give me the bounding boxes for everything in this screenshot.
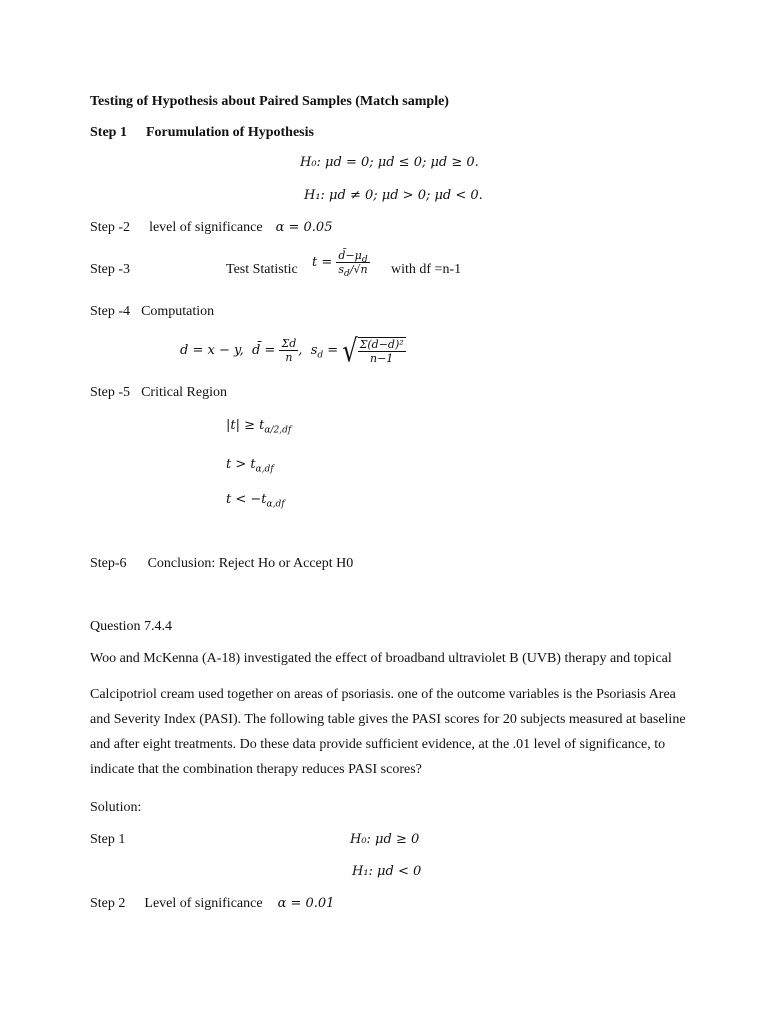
- step2-text: level of significance: [149, 220, 263, 235]
- step4-text: Computation: [141, 304, 215, 319]
- step1-text: Forumulation of Hypothesis: [145, 125, 314, 140]
- critical-region-two-tail: $|t| \ge t_{\alpha/2,df}$: [226, 418, 292, 436]
- step3-df: with df =n-1: [391, 262, 462, 277]
- solution-label: Solution:: [90, 800, 142, 815]
- step2-label: Step -2: [90, 220, 131, 235]
- critical-region-right-tail: $t > t_{\alpha,df}$: [226, 457, 274, 475]
- step6-label: Step-6: [90, 556, 127, 571]
- question-first-line: Woo and McKenna (A-18) investigated the effect of broadband ultraviolet B (UVB) therapy and topical: [90, 651, 672, 666]
- alt-hypothesis-general: H₁: μd ≠ 0; μd > 0; μd < 0.: [304, 188, 483, 203]
- step5-label: Step -5: [90, 385, 131, 400]
- solution-alt-hypothesis: H₁: μd < 0: [352, 864, 422, 879]
- solution-step2-row: [90, 897, 334, 911]
- step2-alpha: α = 0.05: [275, 220, 333, 235]
- solution-step1-label: Step 1: [90, 832, 126, 847]
- step4-label: Step -4: [90, 304, 131, 319]
- step5-text: Critical Region: [141, 385, 227, 400]
- solution-step2-text: Level of significance: [144, 896, 263, 911]
- step6-text: Conclusion: Reject Ho or Accept H0: [147, 556, 354, 571]
- document-title: Testing of Hypothesis about Paired Samples (Match sample): [90, 94, 449, 109]
- solution-step2-label: Step 2: [90, 896, 126, 911]
- step1-row: [90, 126, 314, 140]
- test-statistic-formula: t = $\frac{d̄-\mu_d}{s_d/√n}$: [312, 249, 368, 280]
- step4-row: [90, 305, 214, 319]
- question-number: Question 7.4.4: [90, 619, 173, 634]
- step6-row: [90, 557, 353, 571]
- step5-row: [90, 386, 227, 400]
- step3-text: Test Statistic: [226, 262, 298, 277]
- null-hypothesis-general: H₀: μd = 0; μd ≤ 0; μd ≥ 0.: [300, 155, 479, 170]
- critical-region-left-tail: $t < -t_{\alpha,df}$: [226, 492, 285, 510]
- question-paragraph: Calcipotriol cream used together on areas of psoriasis. one of the outcome variables is the Psoriasis Area and Severity Index (PASI). The following table gives the PASI scores for 20 subjects measured at baseline and after eight treatments. Do these data provide sufficient evidence, at the .01 level of significance, to indicate that the combination therapy reduces PASI scores?: [90, 687, 686, 777]
- step3-label: Step -3: [90, 262, 131, 277]
- step1-label: Step 1: [90, 125, 127, 140]
- solution-step2-alpha: α = 0.01: [277, 896, 335, 911]
- step2-row: [90, 221, 332, 235]
- computation-formula: d = x − y, d̄ = $\frac{\Sigma d}{n}$ , $s_d$ = √ $\frac{\text{Σ(d−d̄)²}}{n-1}$: [180, 332, 404, 369]
- solution-null-hypothesis: H₀: μd ≥ 0: [350, 832, 420, 847]
